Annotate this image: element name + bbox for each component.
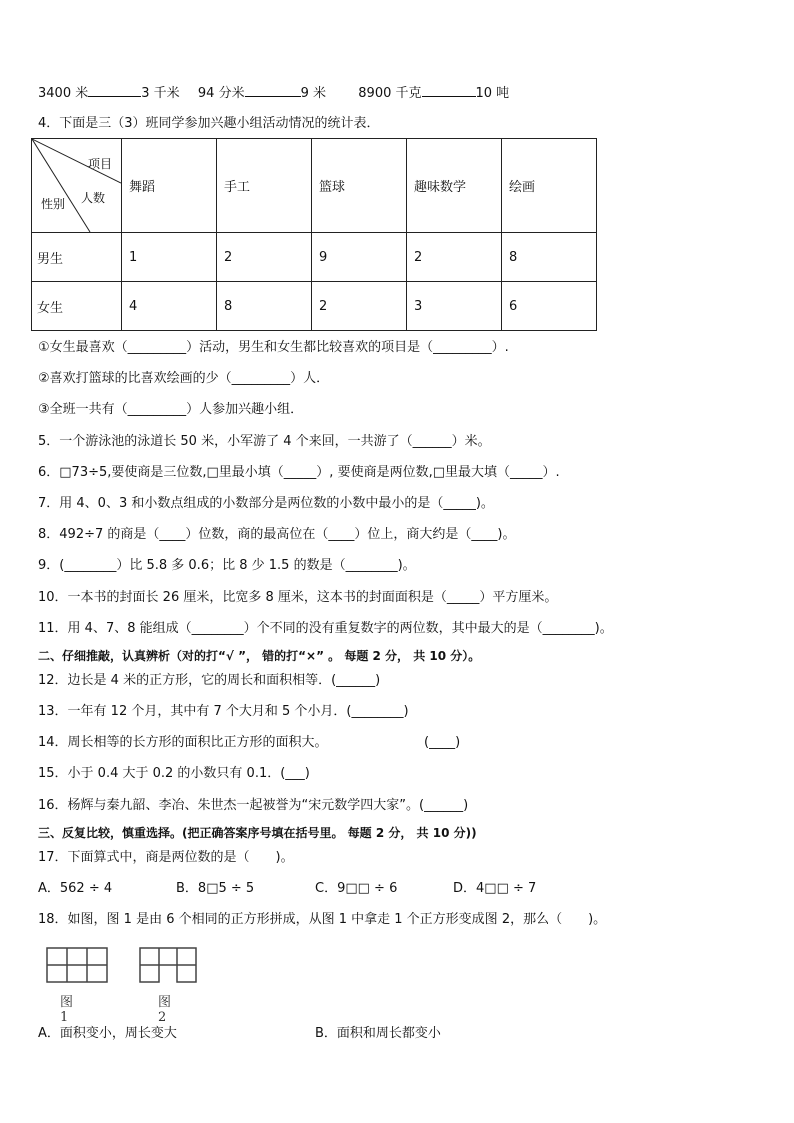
answer-blank[interactable] [245,84,301,97]
question-9: 9．(________）比 5.8 多 0.6；比 8 少 1.5 的数是（________)。 [38,558,416,573]
figure-2-caption: 图 2 [158,995,172,1025]
table-cell: 1 [122,233,217,282]
section-3-heading: 三、反复比较，慎重选择。(把正确答案序号填在括号里。 每题 2 分， 共 10 分)) [38,826,477,840]
column-header: 手工 [217,139,312,233]
table-cell: 8 [217,282,312,331]
table-cell: 2 [407,233,502,282]
header-count: 人数 [81,191,106,205]
header-item: 项目 [88,157,113,171]
conv-b2: 9 米 [300,86,326,101]
question-6: 6．□73÷5,要使商是三位数,□里最小填（_____）, 要使商是两位数,□里最大填（_____）. [38,465,560,480]
question-13: 13．一年有 12 个月，其中有 7 个大月和 5 个小月．(________) [38,704,409,719]
column-header: 舞蹈 [122,139,217,233]
row-label: 男生 [32,233,122,282]
q17-option-a[interactable]: A．562 ÷ 4 [38,881,113,896]
column-header: 趣味数学 [407,139,502,233]
question-18: 18．如图，图 1 是由 6 个相同的正方形拼成，从图 1 中拿走 1 个正方形变成图 2，那么（ )。 [38,912,607,927]
figure-1-caption: 图 1 [60,995,74,1025]
header-diagonal-cell [32,139,122,233]
table-cell: 6 [502,282,597,331]
question-10: 10．一本书的封面长 26 厘米，比宽多 8 厘米，这本书的封面面积是（_____）平方厘米。 [38,590,558,605]
column-header: 篮球 [312,139,407,233]
figure-grid-drawing [46,945,206,985]
diagonal-lines [32,139,121,232]
column-header: 绘画 [502,139,597,233]
q17-option-b[interactable]: B．8□5 ÷ 5 [176,881,255,896]
section-2-heading: 二、仔细推敲，认真辨析（对的打“√ ”， 错的打“×” 。 每题 2 分， 共 10 分）。 [38,649,481,663]
unit-conversion-line [38,84,509,102]
header-gender: 性别 [41,197,66,211]
table-cell: 2 [312,282,407,331]
question-15: 15．小于 0.4 大于 0.2 的小数只有 0.1．(___) [38,766,310,781]
table-row [32,282,597,331]
question-17: 17．下面算式中，商是两位数的是（ )。 [38,850,294,865]
q4-sub-1: ①女生最喜欢（_________）活动，男生和女生都比较喜欢的项目是（_________）. [38,340,509,355]
table-cell: 2 [217,233,312,282]
q17-option-c[interactable]: C．9□□ ÷ 6 [315,881,398,896]
conv-a2: 3 千米 [141,86,180,101]
question-12: 12．边长是 4 米的正方形，它的周长和面积相等．(______) [38,673,381,688]
question-4: 4．下面是三（3）班同学参加兴趣小组活动情况的统计表． [38,116,380,131]
q17-option-d[interactable]: D．4□□ ÷ 7 [453,881,537,896]
interest-group-table [31,138,597,331]
table-row [32,233,597,282]
q4-sub-3: ③全班一共有（_________）人参加兴趣小组． [38,402,304,417]
table-cell: 3 [407,282,502,331]
conv-b1: 94 分米 [197,86,245,101]
question-14-blank: (____) [424,735,461,750]
conv-a1: 3400 米 [38,86,89,101]
question-7: 7．用 4、0、3 和小数点组成的小数部分是两位数的小数中最小的是（_____)。 [38,496,494,511]
question-14: 14．周长相等的长方形的面积比正方形的面积大。 [38,735,328,750]
q4-sub-2: ②喜欢打篮球的比喜欢绘画的少（_________）人． [38,371,330,386]
question-11: 11．用 4、7、8 能组成（________）个不同的没有重复数字的两位数，其中最大的是（________)。 [38,621,613,636]
conv-c1: 8900 千克 [358,86,422,101]
table-cell: 9 [312,233,407,282]
answer-blank[interactable] [422,84,476,97]
row-label: 女生 [32,282,122,331]
table-cell: 4 [122,282,217,331]
q18-option-a[interactable]: A．面积变小，周长变大 [38,1026,177,1041]
question-5: 5．一个游泳池的泳道长 50 米，小军游了 4 个来回，一共游了（______）米。 [38,434,491,449]
question-16: 16．杨辉与秦九韶、李冶、朱世杰一起被誉为“宋元数学四大家”。(______) [38,798,469,813]
conv-c2: 10 吨 [475,86,510,101]
table-cell: 8 [502,233,597,282]
question-8: 8．492÷7 的商是（____）位数，商的最高位在（____）位上，商大约是（____)。 [38,527,516,542]
answer-blank[interactable] [88,84,141,97]
q18-option-b[interactable]: B．面积和周长都变小 [315,1026,441,1041]
